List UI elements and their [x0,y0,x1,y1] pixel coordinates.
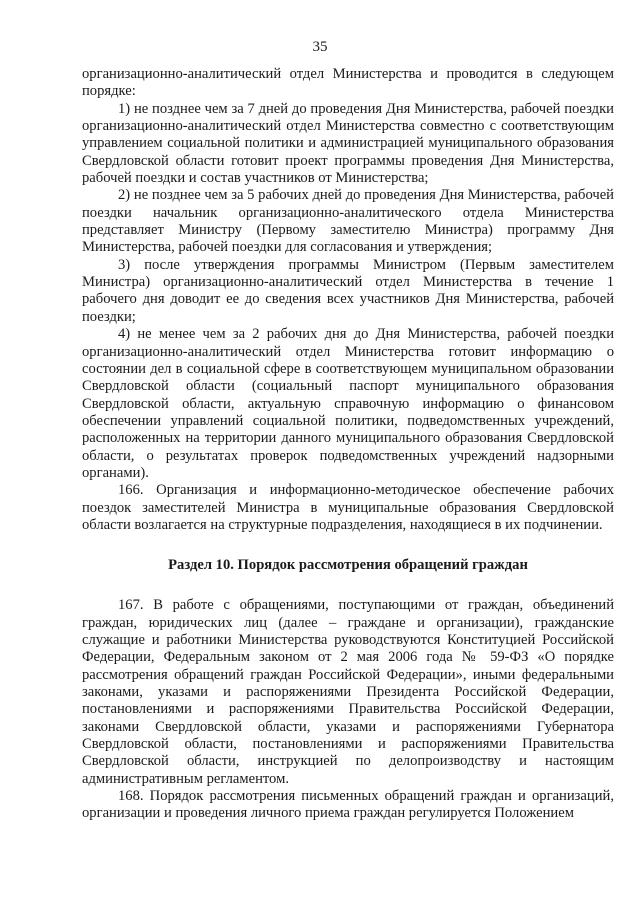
paragraph-item-1: 1) не позднее чем за 7 дней до проведения Дня Министерства, рабочей поездки организационно-аналитический отдел Министерства совместно с соответствующим управлением социальной политики и администрацией муниципального образования Свердловской области готовит проект программы проведения Дня Министерства, рабочей поездки и состав участников от Министерства; [82,100,614,187]
paragraph-168: 168. Порядок рассмотрения письменных обращений граждан и организаций, организации и проведения личного приема граждан регулируется Положением [82,788,614,822]
paragraph-continuation: организационно-аналитический отдел Министерства и проводится в следующем порядке: [82,66,614,100]
paragraph-166: 166. Организация и информационно-методическое обеспечение рабочих поездок заместителей Министра в муниципальные образования Свердловской области возлагается на структурные подразделения, находящиеся в их подчинении. [82,482,614,533]
page-number: 35 [312,39,328,55]
document-body [82,66,614,823]
paragraph-item-2: 2) не позднее чем за 5 рабочих дней до проведения Дня Министерства, рабочей поездки начальник организационно-аналитического отдела Министерства представляет Министру (Первому заместителю Министра) программу Дня Министерства, рабочей поездки для согласования и утверждения; [82,187,614,256]
paragraph-167: 167. В работе с обращениями, поступающими от граждан, объединений граждан, юридических лиц (далее – граждане и организации), гражданские служащие и работники Министерства руководствуются Конституцией Российской Федерации, Федеральным законом от 2 мая 2006 года № 59-ФЗ «О порядке рассмотрения обращений граждан Российской Федерации», иными федеральными законами, указами и распоряжениями Президента Российской Федерации, постановлениями и распоряжениями Правительства Российской Федерации, законами Свердловской области, указами и распоряжениями Губернатора Свердловской области, постановлениями и распоряжениями Правительства Свердловской области, инструкцией по делопроизводству и настоящим административным регламентом. [82,597,614,787]
paragraph-item-4: 4) не менее чем за 2 рабочих дня до Дня Министерства, рабочей поездки организационно-аналитический отдел Министерства готовит информацию о состоянии дел в социальной сфере в соответствующем муниципальном образовании Свердловской области (социальный паспорт муниципального образования Свердловской области, актуальную справочную информацию о финансовом обеспечении управлений социальной политики, подведомственных учреждений, расположенных на территории данного муниципального образования Свердловской области, о результатах проверок подведомственных учреждений надзорными органами). [82,326,614,481]
section-title: Раздел 10. Порядок рассмотрения обращений граждан [168,557,528,574]
paragraph-item-3: 3) после утверждения программы Министром (Первым заместителем Министра) организационно-аналитический отдел Министерства в течение 1 рабочего дня доводит ее до сведения всех участников Дня Министерства, рабочей поездки; [82,256,614,325]
